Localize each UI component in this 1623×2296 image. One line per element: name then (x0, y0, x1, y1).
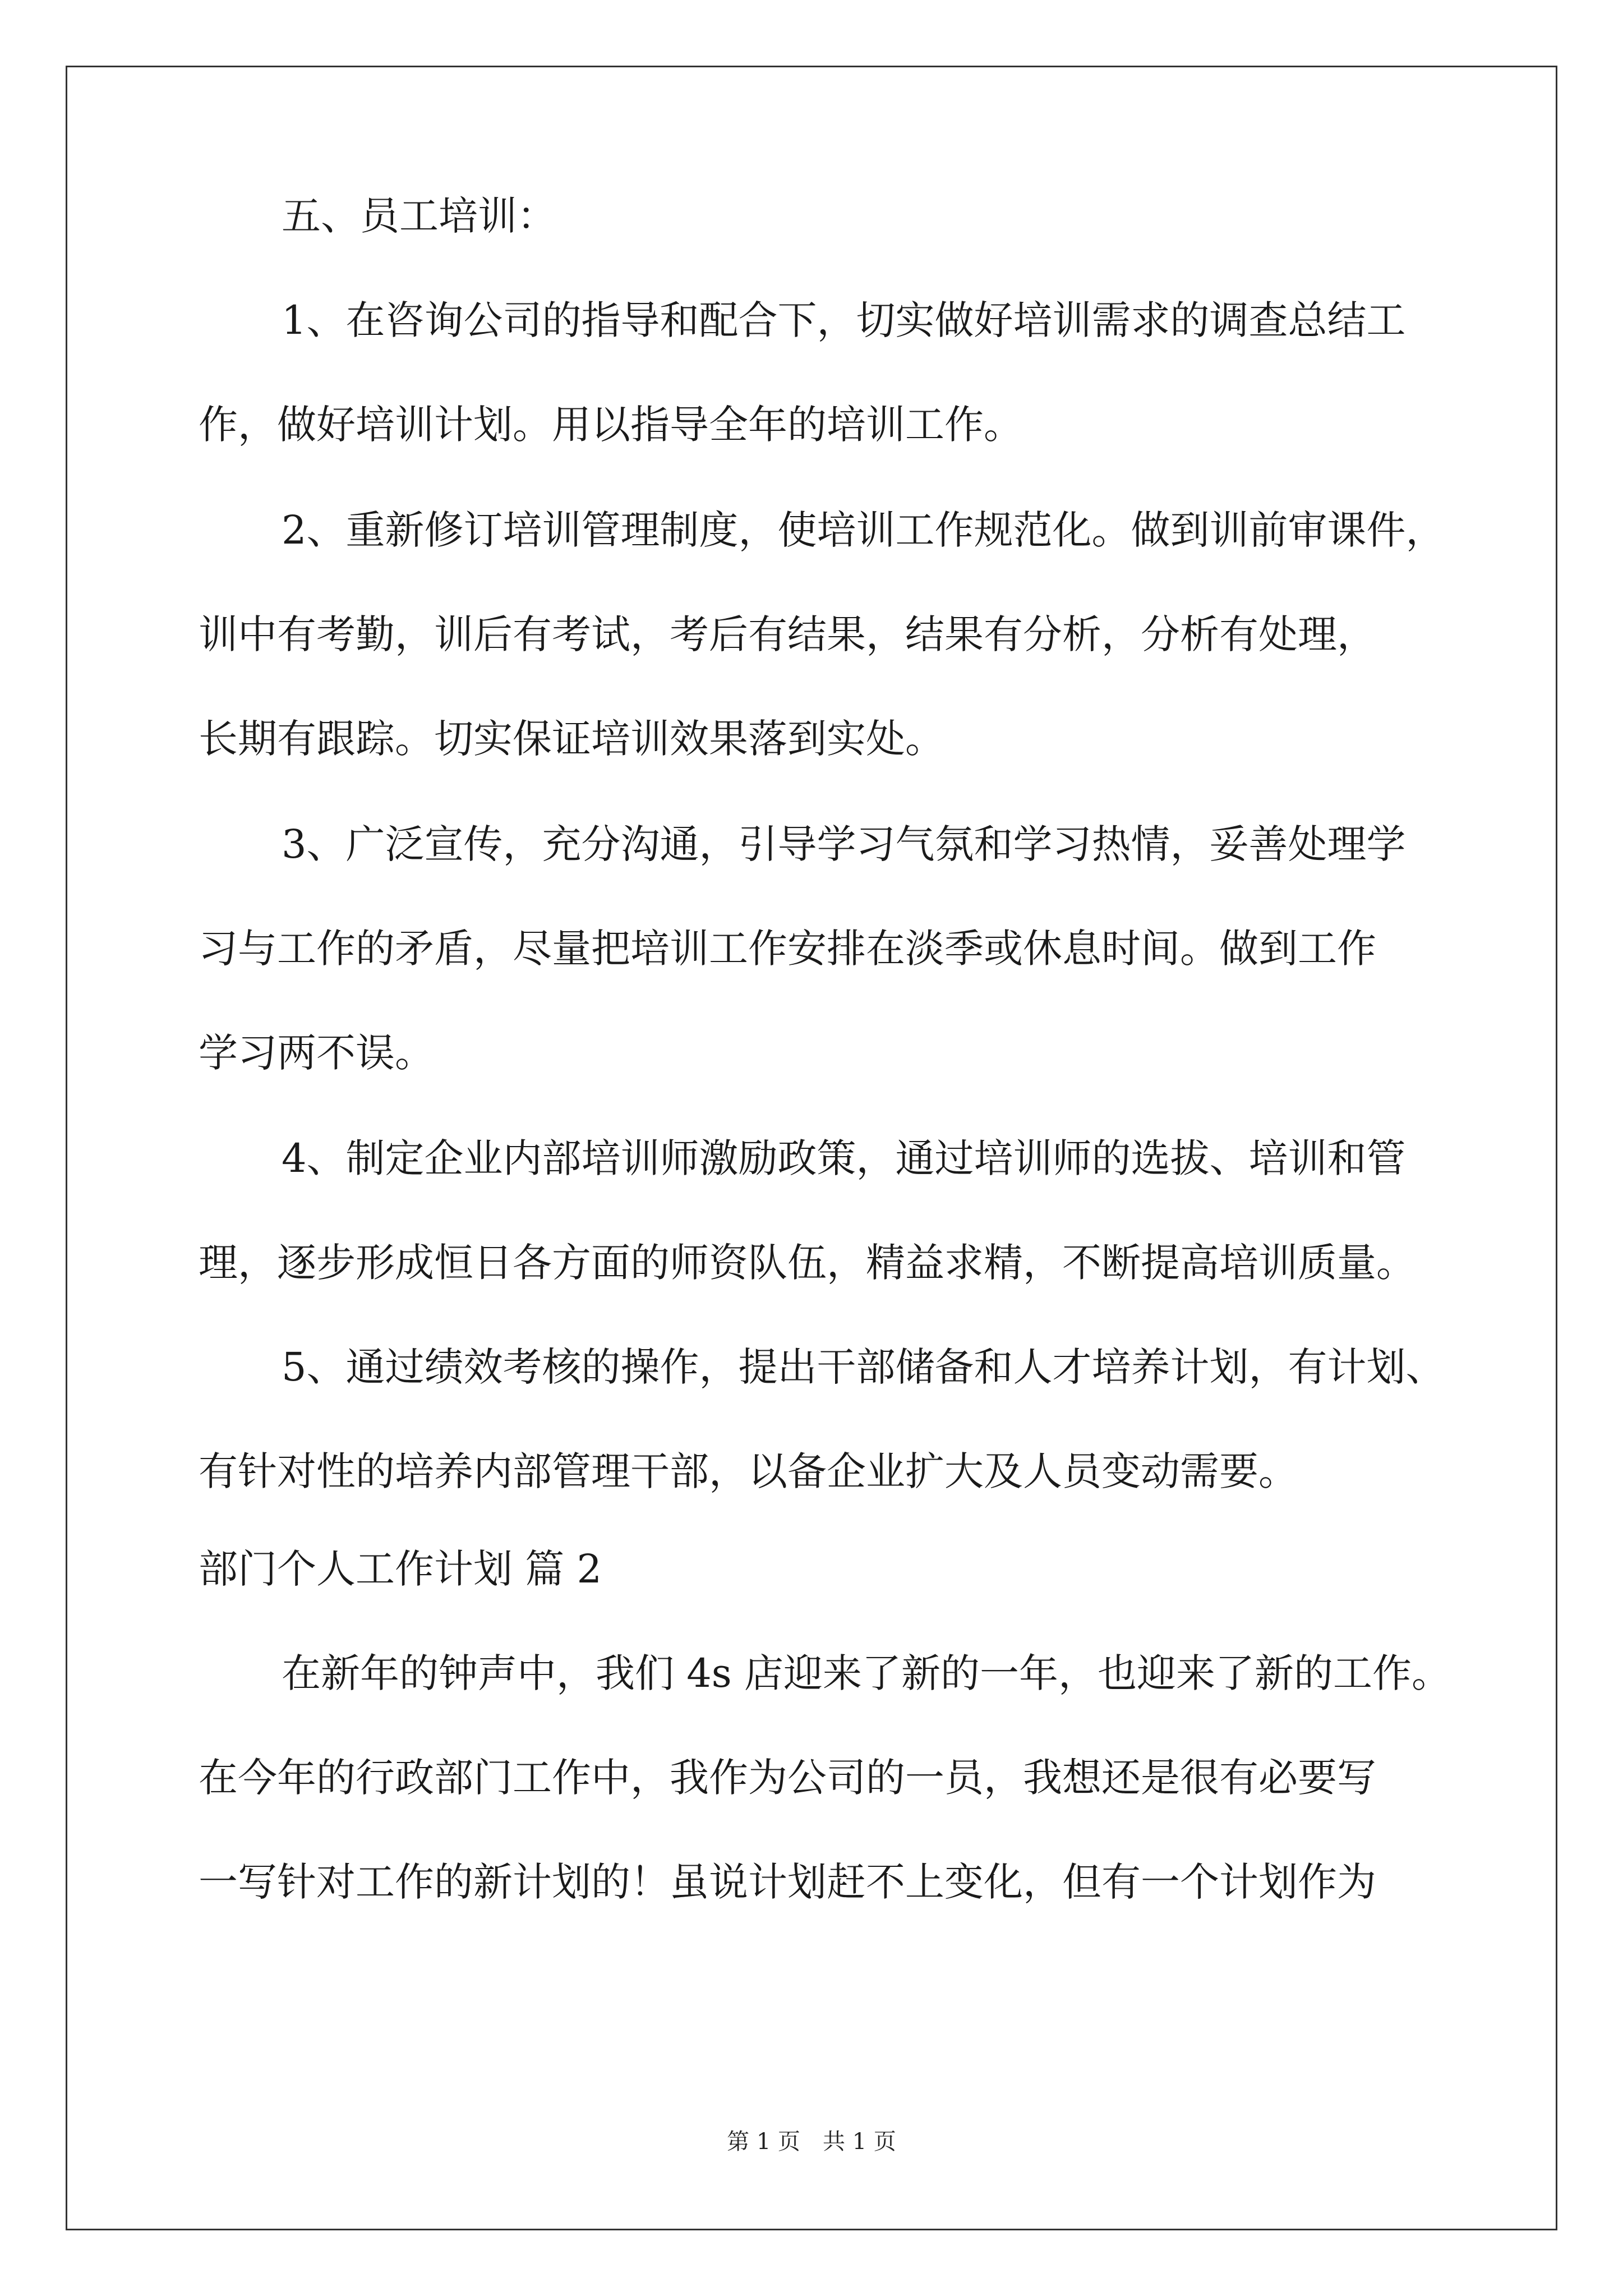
paragraph-line: 有针对性的培养内部管理干部，以备企业扩大及人员变动需要。 (199, 1448, 1298, 1494)
paragraph-line: 训中有考勤，训后有考试，考后有结果，结果有分析，分析有处理， (199, 611, 1376, 657)
paragraph-line: 3、广泛宣传，充分沟通，引导学习气氛和学习热情，妥善处理学 (282, 821, 1406, 867)
subsection-title: 部门个人工作计划 篇 2 (199, 1546, 602, 1592)
section-heading: 五、员工培训： (282, 193, 556, 239)
paragraph-line: 学习两不误。 (199, 1030, 434, 1076)
paragraph-line: 习与工作的矛盾，尽量把培训工作安排在淡季或休息时间。做到工作 (199, 926, 1376, 972)
paragraph-line: 4、制定企业内部培训师激励政策，通过培训师的选拔、培训和管 (282, 1135, 1406, 1181)
paragraph-line: 1、在咨询公司的指导和配合下，切实做好培训需求的调查总结工 (282, 297, 1406, 343)
paragraph-line: 理，逐步形成恒日各方面的师资队伍，精益求精，不断提高培训质量。 (199, 1240, 1415, 1286)
paragraph-line: 长期有跟踪。切实保证培训效果落到实处。 (199, 716, 944, 762)
paragraph-line: 在新年的钟声中，我们 4s 店迎来了新的一年，也迎来了新的工作。 (282, 1650, 1451, 1696)
paragraph-line: 在今年的行政部门工作中，我作为公司的一员，我想还是很有必要写 (199, 1755, 1376, 1801)
paragraph-line: 作，做好培训计划。用以指导全年的培训工作。 (199, 402, 1023, 448)
page-number-footer: 第 1 页 共 1 页 (727, 2129, 896, 2155)
paragraph-line: 2、重新修订培训管理制度，使培训工作规范化。做到训前审课件， (282, 507, 1445, 553)
paragraph-line: 5、通过绩效考核的操作，提出干部储备和人才培养计划，有计划、 (282, 1344, 1445, 1390)
paragraph-line: 一写针对工作的新计划的！虽说计划赶不上变化，但有一个计划作为 (199, 1859, 1376, 1905)
